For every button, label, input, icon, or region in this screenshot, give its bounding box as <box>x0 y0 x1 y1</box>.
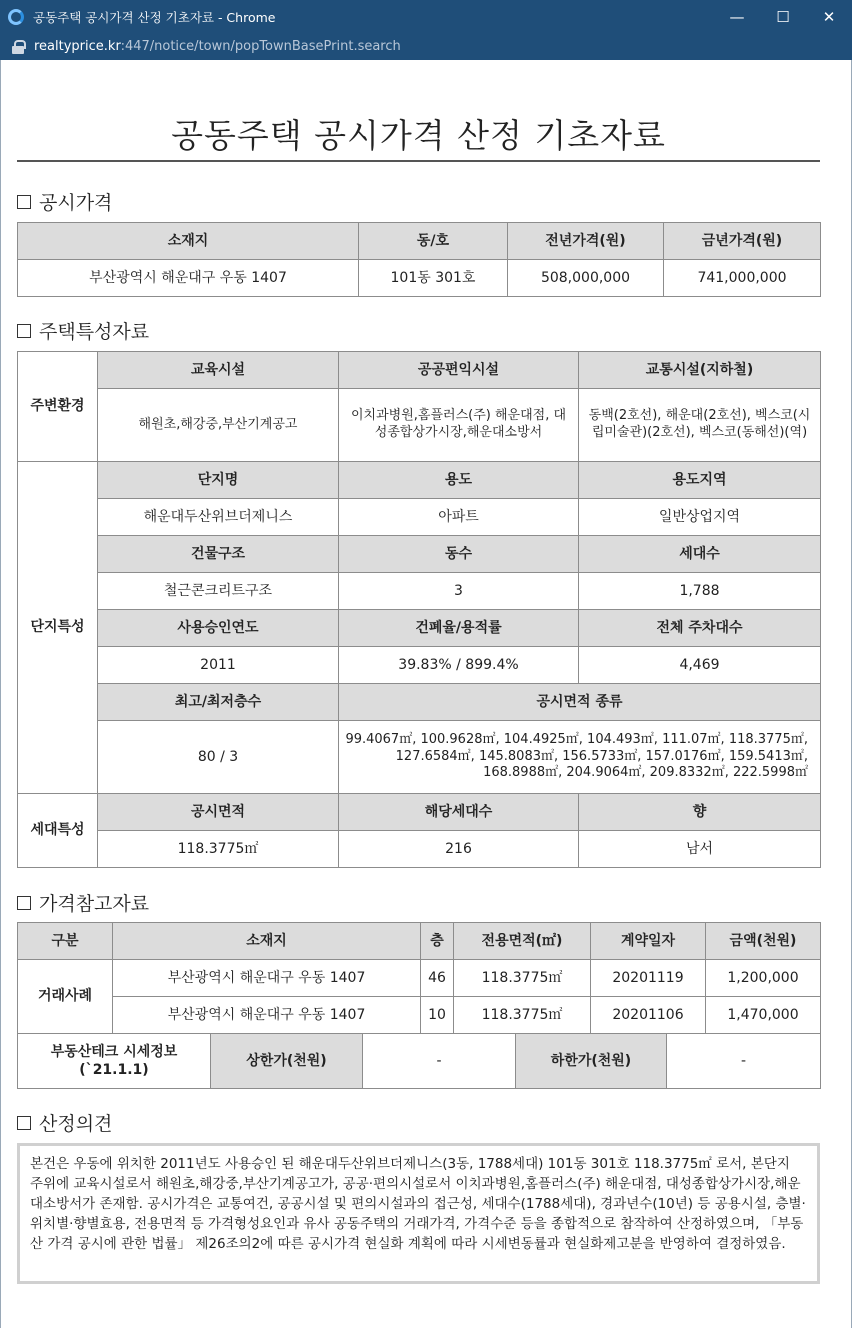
header-exclusive-area: 전용면적(㎡) <box>454 923 591 960</box>
header-dong-ho: 동/호 <box>359 223 508 260</box>
cell-public: 이치과병원,홈플러스(주) 해운대점, 대성종합상가시장,해운대소방서 <box>339 389 579 462</box>
section-heading-reference <box>17 889 149 916</box>
cell-transport: 동백(2호선), 해운대(2호선), 벡스코(시립미술관)(2호선), 벡스코(동해선)(역) <box>579 389 821 462</box>
header-unit-count: 해당세대수 <box>339 794 579 831</box>
header-parking: 전체 주차대수 <box>579 610 821 647</box>
header-approval-year: 사용승인연도 <box>98 610 339 647</box>
cell-lower-price: - <box>667 1034 821 1089</box>
header-location: 소재지 <box>18 223 359 260</box>
cell-floors: 80 / 3 <box>98 721 339 794</box>
header-contract-date: 계약일자 <box>591 923 706 960</box>
url-path: :447/notice/town/popTownBasePrint.search <box>120 39 401 54</box>
cell-area-types: 99.4067㎡, 100.9628㎡, 104.4925㎡, 104.493㎡, 111.07㎡, 118.3775㎡, 127.6584㎡, 145.8083㎡, 156.5733㎡, 157.0176㎡, 159.5413㎡, 168.8988㎡, 204.9064㎡, 209.8332㎡, 222.5998㎡ <box>339 721 821 794</box>
checkbox-square-icon <box>17 896 31 910</box>
cell-ref-location: 부산광역시 해운대구 우동 1407 <box>113 960 421 997</box>
section-title: 가격참고자료 <box>39 893 150 915</box>
minimize-button[interactable]: — <box>729 7 745 26</box>
section-heading-price <box>17 188 112 215</box>
header-direction: 향 <box>579 794 821 831</box>
cell-contract-date: 20201106 <box>591 997 706 1034</box>
cell-amount: 1,470,000 <box>706 997 821 1034</box>
header-ref-location: 소재지 <box>113 923 421 960</box>
section-heading-features <box>17 317 149 344</box>
checkbox-square-icon <box>17 324 31 338</box>
header-category: 구분 <box>18 923 113 960</box>
window-titlebar <box>0 0 852 33</box>
address-bar[interactable] <box>0 33 852 60</box>
cell-structure: 철근콘크리트구조 <box>98 573 339 610</box>
cell-exclusive-area: 118.3775㎡ <box>454 960 591 997</box>
cell-location: 부산광역시 해운대구 우동 1407 <box>18 260 359 297</box>
checkbox-square-icon <box>17 1116 31 1130</box>
header-floors: 최고/최저층수 <box>98 684 339 721</box>
cell-complex-name: 해운대두산위브더제니스 <box>98 499 339 536</box>
url-text[interactable] <box>34 39 401 54</box>
cell-contract-date: 20201119 <box>591 960 706 997</box>
cell-coverage-ratio: 39.83% / 899.4% <box>339 647 579 684</box>
url-host: realtyprice.kr <box>34 39 121 54</box>
title-divider <box>17 160 820 162</box>
cell-unit-count: 216 <box>339 831 579 868</box>
cell-ref-location: 부산광역시 해운대구 우동 1407 <box>113 997 421 1034</box>
cell-public-area: 118.3775㎡ <box>98 831 339 868</box>
label-unit: 세대특성 <box>18 794 98 868</box>
header-transport: 교통시설(지하철) <box>579 352 821 389</box>
cell-usage: 아파트 <box>339 499 579 536</box>
window-title: 공동주택 공시가격 산정 기초자료 - Chrome <box>33 9 276 25</box>
section-title: 산정의견 <box>39 1113 113 1135</box>
cell-parking: 4,469 <box>579 647 821 684</box>
header-education: 교육시설 <box>98 352 339 389</box>
cell-approval-year: 2011 <box>98 647 339 684</box>
checkbox-square-icon <box>17 195 31 209</box>
cell-amount: 1,200,000 <box>706 960 821 997</box>
page-content <box>0 60 852 1328</box>
header-amount: 금액(천원) <box>706 923 821 960</box>
opinion-text: 본건은 우동에 위치한 2011년도 사용승인 된 해운대두산위브더제니스(3동, 1788세대) 101동 301호 118.3775㎡ 로서, 본단지 주위에 교육시설로서 해원초,해강중,부산기계공고가, 공공·편의시설로서 이치과병원,홈플러스(주) 해운대점, 대성종합상가시장,해운대소방서가 존재함. 공시가격은 교통여건, 공공시설 및 편의시설과의 접근성, 세대수(1788세대), 경과년수(10년) 등 공용시설, 층별·위치별·향별효용, 전용면적 등 가격형성요인과 유사 공동주택의 거래가격, 가격수준 등을 종합적으로 참작하여 산정하였으며, 「부동산 가격 공시에 관한 법률」 제26조의2에 따른 공시가격 현실화 계획에 따라 시세변동률과 현실화제고분을 반영하여 결정하였음. <box>17 1143 820 1284</box>
header-households: 세대수 <box>579 536 821 573</box>
header-coverage-ratio: 건폐율/용적률 <box>339 610 579 647</box>
header-usage: 용도 <box>339 462 579 499</box>
market-info-table <box>17 1033 821 1089</box>
price-table <box>17 222 821 297</box>
section-title: 공시가격 <box>39 192 113 214</box>
cell-dong-ho: 101동 301호 <box>359 260 508 297</box>
chrome-icon <box>8 9 24 25</box>
lock-icon <box>12 40 24 54</box>
cell-prev-price: 508,000,000 <box>508 260 664 297</box>
reference-table <box>17 922 821 1034</box>
header-zone: 용도지역 <box>579 462 821 499</box>
header-public-area: 공시면적 <box>98 794 339 831</box>
maximize-button[interactable]: ☐ <box>776 7 790 26</box>
header-curr-price: 금년가격(원) <box>664 223 821 260</box>
cell-exclusive-area: 118.3775㎡ <box>454 997 591 1034</box>
header-buildings: 동수 <box>339 536 579 573</box>
section-title: 주택특성자료 <box>39 321 150 343</box>
header-public: 공공편익시설 <box>339 352 579 389</box>
label-market-info: 부동산테크 시세정보 (`21.1.1) <box>18 1034 211 1089</box>
close-button[interactable]: ✕ <box>822 7 836 26</box>
document-title: 공동주택 공시가격 산정 기초자료 <box>171 116 666 155</box>
header-prev-price: 전년가격(원) <box>508 223 664 260</box>
label-complex: 단지특성 <box>18 462 98 794</box>
cell-floor: 46 <box>421 960 454 997</box>
header-complex-name: 단지명 <box>98 462 339 499</box>
label-surroundings: 주변환경 <box>18 352 98 462</box>
cell-curr-price: 741,000,000 <box>664 260 821 297</box>
label-upper-price: 상한가(천원) <box>211 1034 363 1089</box>
label-transactions: 거래사례 <box>18 960 113 1034</box>
section-heading-opinion <box>17 1109 112 1136</box>
cell-education: 해원초,해강중,부산기계공고 <box>98 389 339 462</box>
cell-upper-price: - <box>363 1034 516 1089</box>
features-table <box>17 351 821 868</box>
cell-zone: 일반상업지역 <box>579 499 821 536</box>
header-structure: 건물구조 <box>98 536 339 573</box>
header-area-types: 공시면적 종류 <box>339 684 821 721</box>
cell-direction: 남서 <box>579 831 821 868</box>
cell-floor: 10 <box>421 997 454 1034</box>
label-lower-price: 하한가(천원) <box>516 1034 667 1089</box>
cell-households: 1,788 <box>579 573 821 610</box>
cell-buildings: 3 <box>339 573 579 610</box>
header-floor: 층 <box>421 923 454 960</box>
